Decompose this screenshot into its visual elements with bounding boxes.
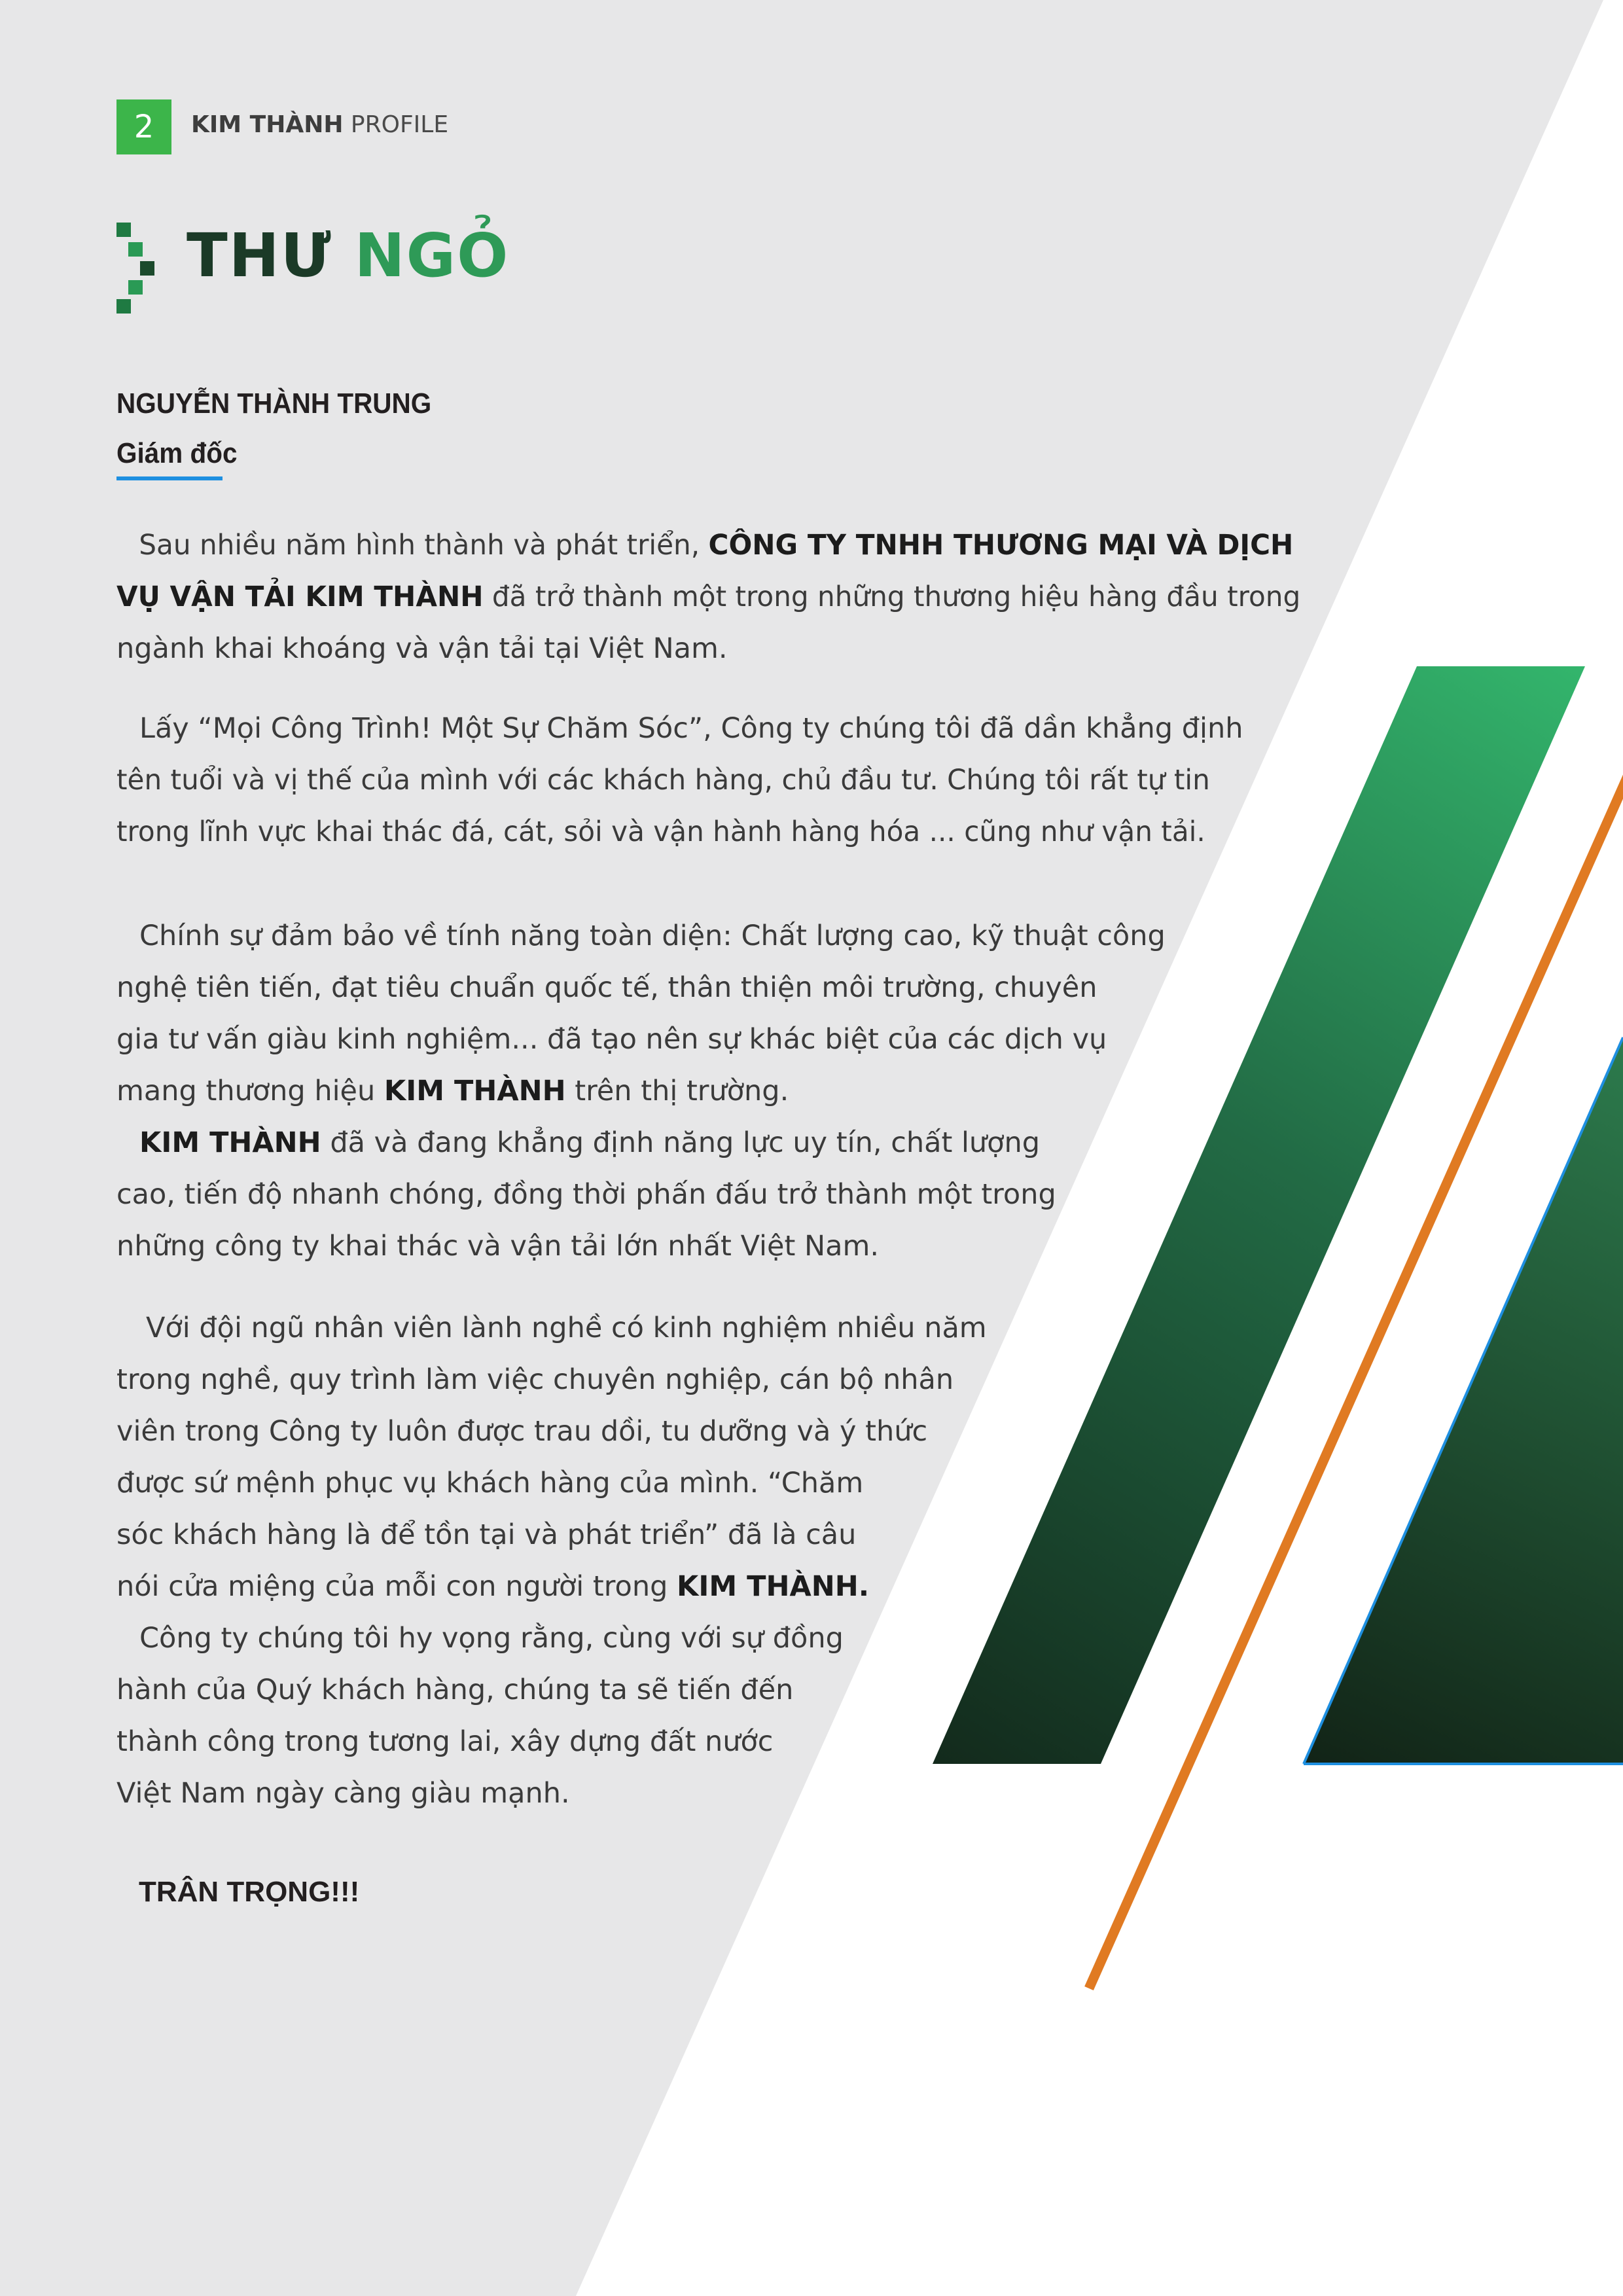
brand-suffix: PROFILE: [350, 111, 449, 138]
text-line: nghệ tiên tiến, đạt tiêu chuẩn quốc tế, thân thiện môi trường, chuyên: [116, 971, 1097, 1004]
text-line: tên tuổi và vị thế của mình với các khách hàng, chủ đầu tư. Chúng tôi rất tự tin: [116, 764, 1210, 797]
text-line: [116, 520, 1300, 571]
text-line: Với đội ngũ nhân viên lành nghề có kinh nghiệm nhiều năm: [146, 1312, 987, 1344]
role-underline: [116, 476, 223, 480]
closing-signoff: TRÂN TRỌNG!!!: [139, 1876, 360, 1908]
paragraph-4: [116, 1302, 987, 1820]
section-title: [187, 221, 510, 291]
brand-name: KIM THÀNH: [191, 111, 344, 138]
text-line: sóc khách hàng là để tồn tại và phát triển” đã là câu: [116, 1518, 857, 1551]
text-line: [116, 571, 1300, 623]
text-run: nói cửa miệng của mỗi con người trong: [116, 1570, 677, 1603]
paragraph-2: [116, 703, 1243, 858]
text-run: Sau nhiều năm hình thành và phát triển,: [139, 529, 709, 562]
text-line: hành của Quý khách hàng, chúng ta sẽ tiến đến: [116, 1674, 794, 1706]
text-line: cao, tiến độ nhanh chóng, đồng thời phấn đấu trở thành một trong: [116, 1178, 1056, 1211]
text-line: [116, 1561, 987, 1613]
text-line: trong nghề, quy trình làm việc chuyên nghiệp, cán bộ nhân: [116, 1363, 954, 1396]
text-line: những công ty khai thác và vận tải lớn nhất Việt Nam.: [116, 1230, 880, 1263]
text-line: gia tư vấn giàu kinh nghiệm... đã tạo nên sự khác biệt của các dịch vụ: [116, 1023, 1107, 1056]
brand-mention: KIM THÀNH: [139, 1126, 321, 1159]
brand-mention: KIM THÀNH.: [677, 1570, 870, 1603]
text-line: viên trong Công ty luôn được trau dồi, tu dưỡng và ý thức: [116, 1415, 928, 1448]
page-number-badge: 2: [116, 99, 171, 154]
sender-name: NGUYỄN THÀNH TRUNG: [116, 387, 432, 420]
title-part2: NGỎ: [354, 221, 510, 291]
paragraph-3: [116, 910, 1166, 1272]
text-run: trên thị trường.: [565, 1075, 789, 1107]
header-brand: [191, 111, 448, 138]
text-line: [116, 1066, 1166, 1117]
text-line: được sứ mệnh phục vụ khách hàng của mình. “Chăm: [116, 1467, 864, 1499]
company-name: CÔNG TY TNHH THƯƠNG MẠI VÀ DỊCH: [708, 529, 1294, 562]
text-run: đã và đang khẳng định năng lực uy tín, chất lượng: [321, 1126, 1041, 1159]
text-run: đã trở thành một trong những thương hiệu hàng đầu trong: [483, 581, 1301, 613]
text-run: mang thương hiệu: [116, 1075, 384, 1107]
text-line: [116, 1117, 1166, 1169]
sender-role: Giám đốc: [116, 437, 238, 469]
brand-mention: KIM THÀNH: [383, 1075, 566, 1107]
text-line: Việt Nam ngày càng giàu mạnh.: [116, 1777, 570, 1810]
text-line: thành công trong tương lai, xây dựng đất nước: [116, 1725, 774, 1758]
paragraph-1: [116, 520, 1325, 675]
title-part1: THƯ: [187, 221, 355, 291]
text-line: Lấy “Mọi Công Trình! Một Sự Chăm Sóc”, Công ty chúng tôi đã dần khẳng định: [139, 712, 1243, 745]
text-line: ngành khai khoáng và vận tải tại Việt Nam.: [116, 632, 728, 665]
arrow-steps-icon: [116, 223, 156, 314]
text-line: trong lĩnh vực khai thác đá, cát, sỏi và vận hành hàng hóa ... cũng như vận tải.: [116, 816, 1205, 848]
company-name: VỤ VẬN TẢI KIM THÀNH: [116, 581, 484, 613]
text-line: Công ty chúng tôi hy vọng rằng, cùng với sự đồng: [139, 1622, 844, 1655]
text-line: Chính sự đảm bảo về tính năng toàn diện: Chất lượng cao, kỹ thuật công: [139, 920, 1166, 952]
